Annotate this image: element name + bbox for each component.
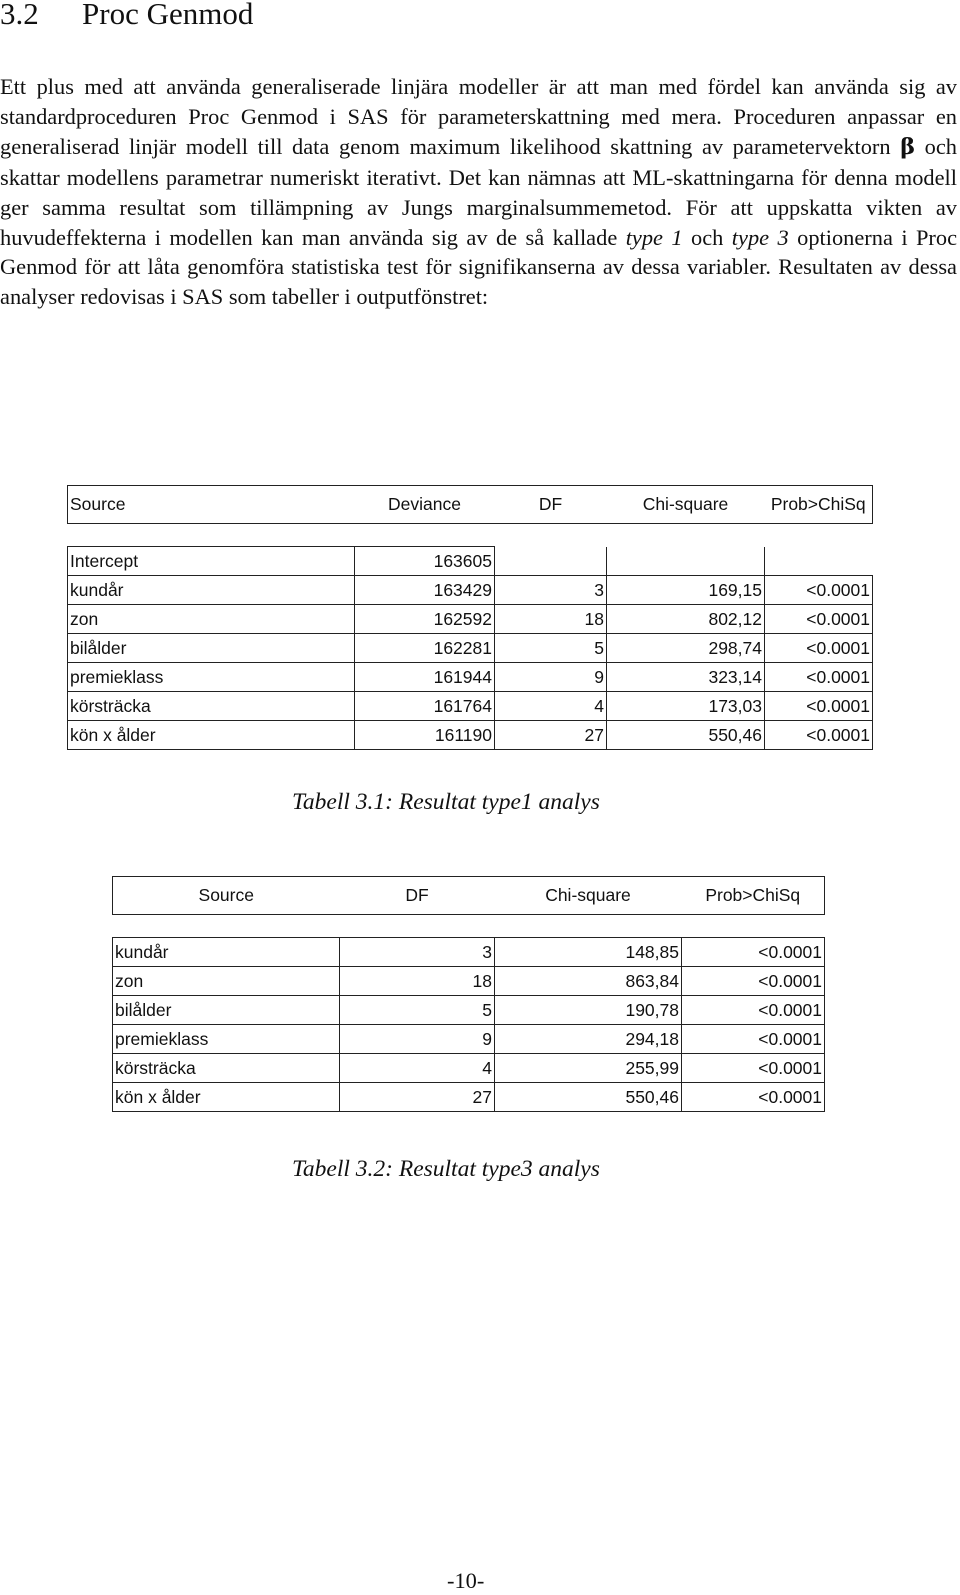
table-row	[68, 721, 873, 750]
column-header: Chi-square	[495, 877, 682, 915]
table-cell: 3	[340, 938, 495, 967]
table-cell: zon	[68, 605, 355, 634]
table-cell: körsträcka	[113, 1054, 340, 1083]
table-cell: <0.0001	[682, 1054, 825, 1083]
table-row	[68, 692, 873, 721]
table-cell: <0.0001	[765, 634, 873, 663]
table-cell: Intercept	[68, 547, 355, 576]
table-row	[113, 1025, 825, 1054]
table-cell: <0.0001	[765, 576, 873, 605]
column-header: Chi-square	[607, 486, 765, 524]
table-cell: 161764	[355, 692, 495, 721]
section-number: 3.2	[0, 0, 39, 31]
table-cell: 9	[340, 1025, 495, 1054]
table-cell: premieklass	[113, 1025, 340, 1054]
table-cell	[495, 547, 607, 576]
table-cell: <0.0001	[682, 1025, 825, 1054]
table-cell: 27	[340, 1083, 495, 1112]
table-cell: bilålder	[113, 996, 340, 1025]
table-cell: <0.0001	[765, 692, 873, 721]
table-row	[113, 938, 825, 967]
column-header: Prob>ChiSq	[765, 486, 873, 524]
table-cell: zon	[113, 967, 340, 996]
section-heading	[0, 0, 253, 32]
table-cell: 190,78	[495, 996, 682, 1025]
table-cell: 5	[495, 634, 607, 663]
table-cell: kön x ålder	[68, 721, 355, 750]
section-title: Proc Genmod	[82, 0, 254, 31]
table1-caption: Tabell 3.1: Resultat type1 analys	[292, 789, 600, 815]
table-cell: 162592	[355, 605, 495, 634]
table-cell	[765, 547, 873, 576]
table-header-row	[113, 877, 825, 915]
table-row	[113, 967, 825, 996]
table-cell: 18	[495, 605, 607, 634]
table-row	[68, 663, 873, 692]
table-cell: 163429	[355, 576, 495, 605]
table-cell: 255,99	[495, 1054, 682, 1083]
column-header: DF	[340, 877, 495, 915]
table-cell: <0.0001	[765, 663, 873, 692]
table-cell: <0.0001	[682, 996, 825, 1025]
table-cell: 5	[340, 996, 495, 1025]
table-cell: 161944	[355, 663, 495, 692]
table-row	[113, 1083, 825, 1112]
table-cell: 4	[340, 1054, 495, 1083]
table-cell: <0.0001	[765, 721, 873, 750]
table-cell: <0.0001	[682, 1083, 825, 1112]
body-paragraph	[0, 72, 957, 312]
table-cell: 148,85	[495, 938, 682, 967]
type1-results-table	[67, 485, 873, 750]
table-cell: 550,46	[607, 721, 765, 750]
table-cell: 163605	[355, 547, 495, 576]
table2-caption: Tabell 3.2: Resultat type3 analys	[292, 1156, 600, 1182]
table-cell: 550,46	[495, 1083, 682, 1112]
table-cell: premieklass	[68, 663, 355, 692]
type3-term: type 3	[731, 224, 789, 250]
column-header: Source	[113, 877, 340, 915]
table-cell: 3	[495, 576, 607, 605]
table-cell: 173,03	[607, 692, 765, 721]
table-cell: 18	[340, 967, 495, 996]
type3-results-table	[112, 876, 825, 1112]
table-cell: <0.0001	[682, 967, 825, 996]
table-cell: 323,14	[607, 663, 765, 692]
table-cell: 298,74	[607, 634, 765, 663]
table-cell: bilålder	[68, 634, 355, 663]
table-cell: kundår	[68, 576, 355, 605]
table-cell: kundår	[113, 938, 340, 967]
paragraph-text-2: och skattar modellens parametrar numeriskt iterativt. Det kan nämnas att ML-skattningarna för denna modell ger samma resultat som tillämpning av Jungs marginalsummemetod. För att uppskatta vikten av huvudeffekterna i modellen kan man använda sig av de så kallade	[0, 133, 957, 250]
table-row	[68, 547, 873, 576]
beta-symbol: β	[900, 133, 916, 160]
table-cell: 169,15	[607, 576, 765, 605]
paragraph-text-1: Ett plus med att använda generaliserade linjära modeller är att man med fördel kan använda sig av standardproceduren Proc Genmod i SAS för parameterskattning med mera. Proceduren anpassar en generaliserad linjär modell till data genom maximum likelihood skattning av parametervektorn	[0, 74, 957, 159]
table-cell: 4	[495, 692, 607, 721]
table-cell: <0.0001	[682, 938, 825, 967]
table-cell: 162281	[355, 634, 495, 663]
table-cell: 863,84	[495, 967, 682, 996]
column-header: Deviance	[355, 486, 495, 524]
column-header: Prob>ChiSq	[682, 877, 825, 915]
table-cell: 802,12	[607, 605, 765, 634]
column-header: Source	[68, 486, 355, 524]
table-row	[113, 996, 825, 1025]
table-cell: kön x ålder	[113, 1083, 340, 1112]
table-cell: 9	[495, 663, 607, 692]
table-row	[68, 634, 873, 663]
table-cell: 27	[495, 721, 607, 750]
table-cell: <0.0001	[765, 605, 873, 634]
column-header: DF	[495, 486, 607, 524]
table-cell: 161190	[355, 721, 495, 750]
paragraph-text-4: optionerna i Proc Genmod för att låta genomföra statistiska test för signifikanserna av dessa variabler. Resultaten av dessa analyser redovisas i SAS som tabeller i outputfönstret:	[0, 224, 958, 310]
type1-term: type 1	[625, 224, 683, 250]
table-row	[68, 576, 873, 605]
table-cell	[607, 547, 765, 576]
paragraph-text-3: och	[682, 224, 732, 250]
page-number: -10-	[447, 1568, 485, 1593]
table-cell: körsträcka	[68, 692, 355, 721]
table-header-row	[68, 486, 873, 524]
table-row	[68, 605, 873, 634]
table-row	[113, 1054, 825, 1083]
table-cell: 294,18	[495, 1025, 682, 1054]
